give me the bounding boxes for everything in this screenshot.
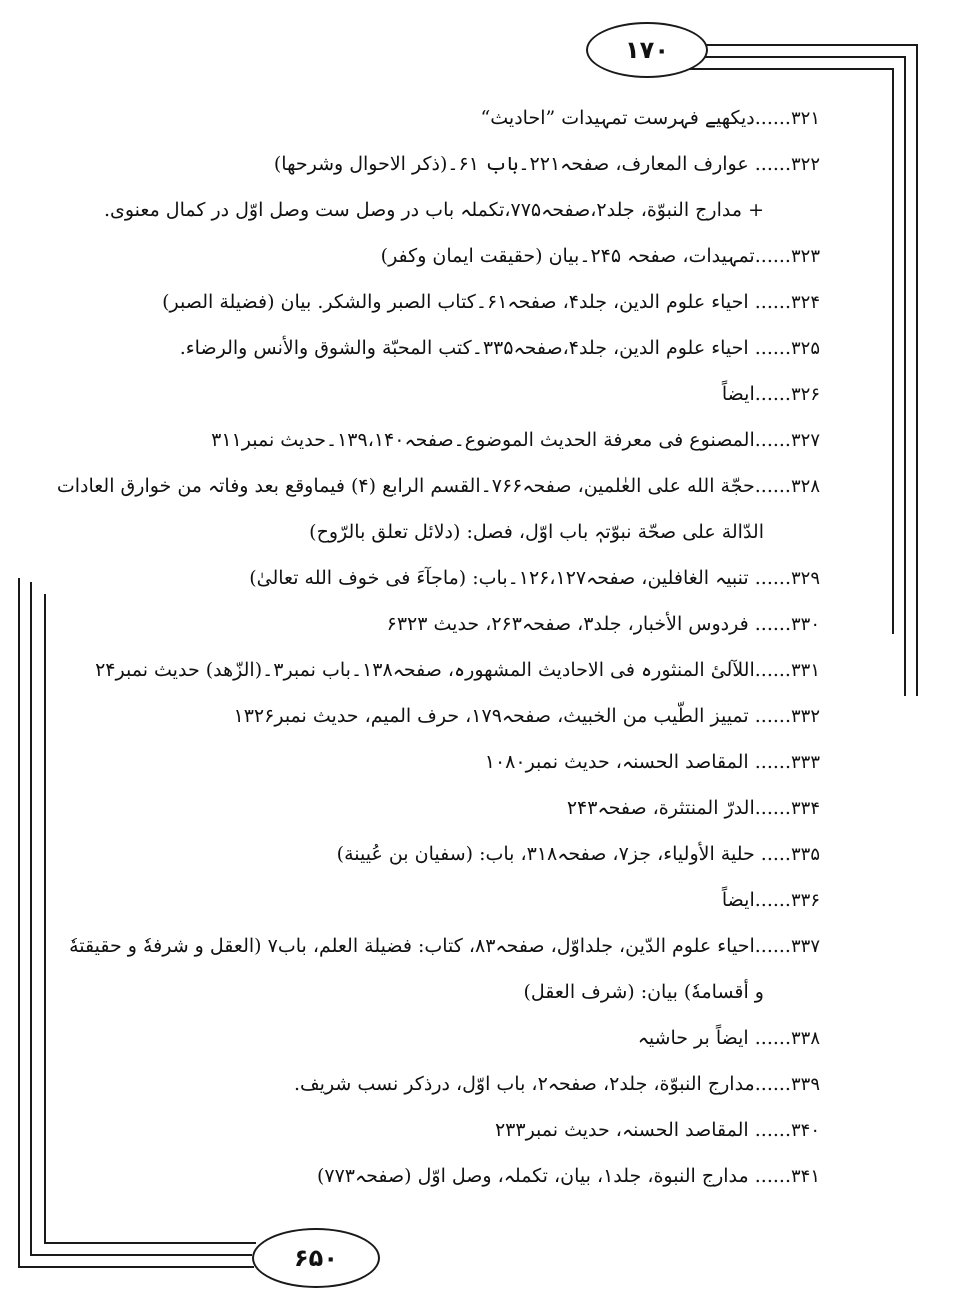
leader-dots: ...... bbox=[754, 1073, 791, 1095]
footnote-text: المقاصد الحسنہ، حدیث نمبر۲۳۳ bbox=[494, 1119, 749, 1141]
footnote-number: ۳۳۰ bbox=[790, 614, 820, 635]
footnote-text: مدارج النبوة، جلد۱، بیان، تکملہ، وصل اوّل (صفحہ۷۷۳) bbox=[316, 1165, 749, 1187]
footnote-number: ۳۳۸ bbox=[790, 1028, 820, 1049]
footnote-341 bbox=[100, 1153, 820, 1199]
footnote-number: ۳۴۰ bbox=[790, 1120, 820, 1141]
footnote-number: ۳۲۲ bbox=[790, 154, 820, 175]
footnote-336 bbox=[100, 877, 820, 923]
footnote-text: اللآلیٔ المنثورہ فی الاحادیث المشهورہ، صفحہ۱۳۸۔باب نمبر۳۔(الزّهد) حدیث نمبر۲۴ bbox=[95, 659, 755, 681]
leader-dots: ...... bbox=[754, 935, 791, 957]
footnote-number: ۳۳۱ bbox=[790, 660, 820, 681]
footnote-number: ۳۲۹ bbox=[790, 568, 820, 589]
frame-left-line-3 bbox=[44, 594, 46, 1244]
leader-dots: ..... bbox=[754, 843, 791, 865]
leader-dots: ...... bbox=[748, 705, 791, 727]
footnote-number: ۳۳۵ bbox=[790, 844, 820, 865]
footnote-326 bbox=[100, 371, 820, 417]
bottom-page-number-text: ۶۵۰ bbox=[294, 1244, 338, 1272]
leader-dots: ...... bbox=[754, 107, 791, 129]
footnote-334 bbox=[100, 785, 820, 831]
leader-dots: ...... bbox=[748, 337, 791, 359]
footnote-text: مدارج النبوّة، جلد۲، صفحہ۲، باب اوّل، درذکر نسب شریف. bbox=[293, 1073, 755, 1095]
footnote-323 bbox=[100, 233, 820, 279]
footnote-number: ۳۲۴ bbox=[790, 292, 820, 313]
footnote-number: ۳۳۹ bbox=[790, 1074, 820, 1095]
frame-top-line-1 bbox=[702, 44, 918, 46]
footnote-text: حجّة الله علی العٰلمین، صفحہ۷۶۶۔القسم الرابع (۴) فیماوقع بعد وفاتہ من خوارق العادات bbox=[56, 475, 755, 497]
leader-dots: ...... bbox=[748, 1165, 791, 1187]
footnote-337 bbox=[69, 923, 820, 969]
footnote-337-continued bbox=[100, 969, 820, 1015]
footnote-number: ۳۲۷ bbox=[790, 430, 820, 451]
footnote-text: المصنوع فی معرفة الحدیث الموضوع۔صفحہ۱۳۹،۱۴۰۔حدیث نمبر۳۱۱ bbox=[211, 429, 755, 451]
footnote-322-continued bbox=[100, 187, 820, 233]
footnote-text: ایضاً بر حاشیہ bbox=[637, 1027, 749, 1049]
footnote-327 bbox=[100, 417, 820, 463]
bottom-page-number bbox=[252, 1228, 380, 1288]
footnote-text: حلیة الأولیاء، جز۷، صفحہ۳۱۸، باب: (سفیان بن عُیینة) bbox=[336, 843, 755, 865]
footnote-333 bbox=[100, 739, 820, 785]
leader-dots: ...... bbox=[754, 245, 791, 267]
leader-dots: ...... bbox=[754, 889, 791, 911]
footnote-328 bbox=[56, 463, 820, 509]
footnote-text: ایضاً bbox=[721, 383, 755, 405]
footnote-322 bbox=[100, 141, 820, 187]
frame-left-line-1 bbox=[18, 578, 20, 1268]
footnote-text: دیکھیے فہرست تمہیدات ”احادیث“ bbox=[480, 107, 755, 129]
footnote-number: ۳۴۱ bbox=[790, 1166, 820, 1187]
footnote-330 bbox=[100, 601, 820, 647]
footnote-number: ۳۲۱ bbox=[790, 108, 820, 129]
leader-dots: ...... bbox=[748, 613, 791, 635]
leader-dots: ...... bbox=[748, 1119, 791, 1141]
footnote-335 bbox=[100, 831, 820, 877]
footnote-331 bbox=[95, 647, 820, 693]
footnote-number: ۳۲۵ bbox=[790, 338, 820, 359]
footnote-number: ۳۳۲ bbox=[790, 706, 820, 727]
footnote-text: تمییز الطّیب من الخبیث، صفحہ۱۷۹، حرف المیم، حدیث نمبر۱۳۲۶ bbox=[233, 705, 749, 727]
footnote-324 bbox=[100, 279, 820, 325]
frame-right-line-1 bbox=[916, 44, 918, 696]
footnote-321 bbox=[100, 95, 820, 141]
leader-dots: ...... bbox=[754, 797, 791, 819]
leader-dots: ...... bbox=[748, 1027, 791, 1049]
footnote-text: عوارف المعارف، صفحہ۲۲۱۔باب ۶۱۔(ذکر الاحوال وشرحها) bbox=[273, 153, 749, 175]
footnote-text: تمہیدات، صفحہ ۲۴۵۔بیان (حقیقت ایمان وکفر) bbox=[380, 245, 755, 267]
leader-dots: ...... bbox=[748, 567, 791, 589]
footnote-number: ۳۲۳ bbox=[790, 246, 820, 267]
footnote-list bbox=[56, 95, 820, 1199]
leader-dots: ...... bbox=[748, 291, 791, 313]
frame-right-line-3 bbox=[892, 68, 894, 634]
footnote-text: احیاء علوم الدین، جلد۴،صفحہ۳۳۵۔کتب المحبّة والشوق والأنس والرضاء. bbox=[179, 337, 749, 359]
footnote-text: احیاء علوم الدین، جلد۴، صفحہ۶۱۔کتاب الصبر والشکر. بیان (فضیلة الصبر) bbox=[162, 291, 749, 313]
footnote-325 bbox=[100, 325, 820, 371]
frame-bottom-line-2 bbox=[30, 1254, 252, 1256]
footnote-number: ۳۳۷ bbox=[790, 936, 820, 957]
footnote-text: الدرّ المنتثرة، صفحہ۲۴۳ bbox=[566, 797, 755, 819]
footnote-text: المقاصد الحسنہ، حدیث نمبر۱۰۸۰ bbox=[484, 751, 749, 773]
footnote-text: تنبیہ الغافلین، صفحہ۱۲۶،۱۲۷۔باب: (ماجآءَ فی خوف الله تعالیٰ) bbox=[249, 567, 749, 589]
footnote-text: الدّالة علی صحّة نبوّتہٖ باب اوّل، فصل: (دلائل تعلق بالرّوح) bbox=[309, 521, 764, 543]
footnote-number: ۳۳۳ bbox=[790, 752, 820, 773]
footnote-text: فردوس الأخبار، جلد۳، صفحہ۲۶۳، حدیث ۶۳۲۳ bbox=[386, 613, 749, 635]
footnote-number: ۳۳۴ bbox=[790, 798, 820, 819]
frame-top-line-2 bbox=[696, 56, 906, 58]
leader-dots: ...... bbox=[754, 429, 791, 451]
footnote-338 bbox=[100, 1015, 820, 1061]
leader-dots: ...... bbox=[754, 383, 791, 405]
footnote-328-continued bbox=[100, 509, 820, 555]
frame-bottom-line-1 bbox=[44, 1242, 256, 1244]
footnote-number: ۳۲۸ bbox=[790, 476, 820, 497]
top-page-number-text: ۱۷۰ bbox=[625, 36, 669, 64]
footnote-340 bbox=[100, 1107, 820, 1153]
frame-right-line-2 bbox=[904, 56, 906, 696]
leader-dots: ...... bbox=[754, 475, 791, 497]
leader-dots: ...... bbox=[748, 751, 791, 773]
footnote-329 bbox=[100, 555, 820, 601]
frame-left-line-2 bbox=[30, 582, 32, 1256]
footnote-text: احیاء علوم الدّین، جلداوّل، صفحہ۸۳، کتاب: فضیلة العلم، باب۷ (العقل و شرفهٗ و حقیقتهٗ bbox=[69, 935, 755, 957]
leader-dots: ...... bbox=[754, 659, 791, 681]
leader-dots: ...... bbox=[748, 153, 791, 175]
footnote-text: ایضاً bbox=[721, 889, 755, 911]
footnote-332 bbox=[100, 693, 820, 739]
footnote-text: + مدارج النبوّة، جلد۲،صفحہ۷۷۵،تکملہ باب در وصل ست وصل اوّل در کمال معنوی. bbox=[103, 199, 764, 221]
footnote-number: ۳۳۶ bbox=[790, 890, 820, 911]
footnote-number: ۳۲۶ bbox=[790, 384, 820, 405]
frame-top-line-3 bbox=[688, 68, 894, 70]
top-page-number bbox=[586, 22, 708, 78]
footnote-339 bbox=[100, 1061, 820, 1107]
frame-bottom-line-3 bbox=[18, 1266, 254, 1268]
footnote-text: و أقسامهٗ) بیان: (شرف العقل) bbox=[523, 981, 764, 1003]
